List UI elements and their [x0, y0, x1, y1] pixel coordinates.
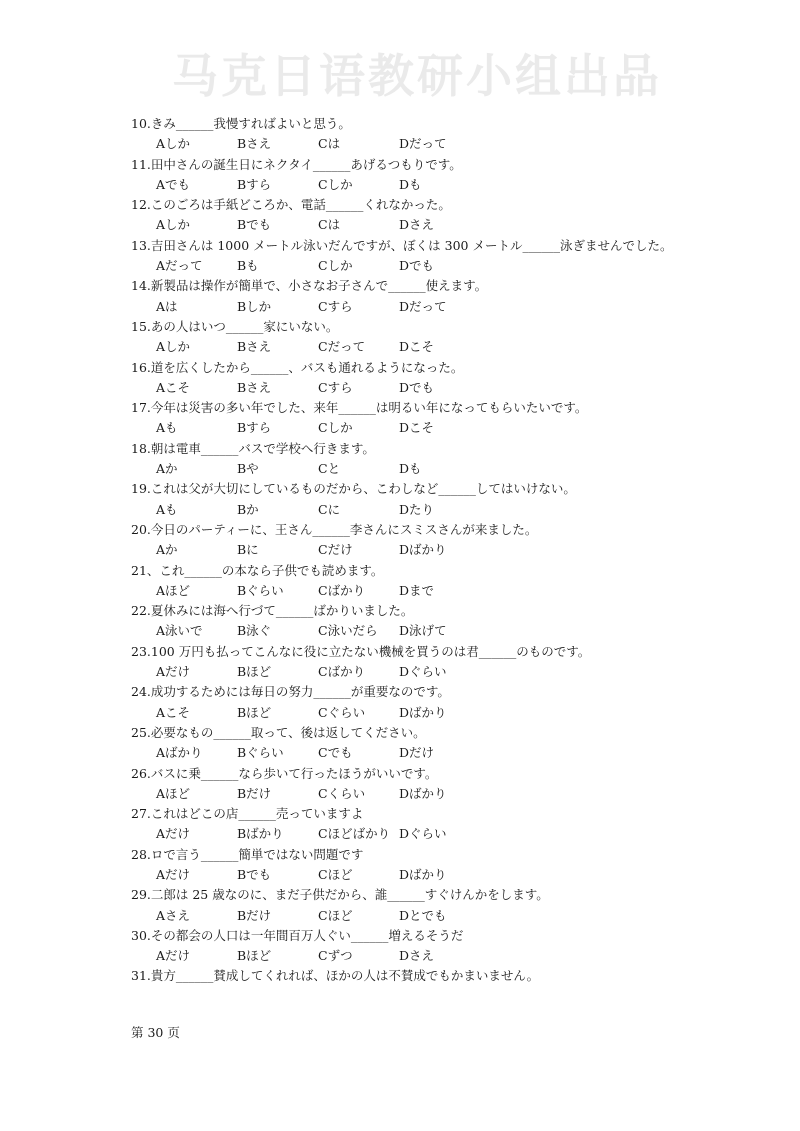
answer-option: Dぐらい — [399, 826, 447, 842]
answer-option: Bだけ — [237, 907, 272, 923]
question-item — [131, 642, 691, 683]
answer-options — [131, 906, 691, 926]
answer-option: Bすら — [237, 176, 272, 192]
answer-option: Dさえ — [399, 217, 435, 233]
question-item — [131, 926, 691, 967]
answer-option: Aしか — [156, 136, 191, 152]
answer-options — [131, 337, 691, 357]
question-text: 17.今年は災害の多い年でした、来年______は明るい年になってもらいたいです。 — [131, 400, 588, 416]
answer-options — [131, 459, 691, 479]
question-item — [131, 723, 691, 764]
answer-option: Bも — [237, 258, 259, 274]
answer-option: Cは — [318, 217, 341, 233]
answer-option: Cでも — [318, 745, 353, 761]
answer-option: Dこそ — [399, 339, 435, 355]
answer-option: Dばかり — [399, 704, 447, 720]
answer-option: D泳げて — [399, 623, 447, 639]
answer-option: Aか — [156, 461, 178, 477]
question-item — [131, 358, 691, 399]
answer-option: Aだけ — [156, 826, 191, 842]
answer-option: Bさえ — [237, 136, 272, 152]
answer-option: Cばかり — [318, 582, 366, 598]
answer-option: Bや — [237, 461, 259, 477]
answer-option: Aほど — [156, 582, 191, 598]
question-text: 24.成功するためには毎日の努力______が重要なのです。 — [131, 684, 450, 700]
answer-option: Dこそ — [399, 420, 435, 436]
answer-option: Cほど — [318, 866, 353, 882]
question-item — [131, 195, 691, 236]
answer-option: Dでも — [399, 379, 435, 395]
question-text: 29.二郎は 25 歳なのに、まだ子供だから、誰______すぐけんかをします。 — [131, 887, 549, 903]
answer-option: A泳いで — [156, 623, 203, 639]
answer-option: Aも — [156, 501, 178, 517]
answer-option: Bさえ — [237, 379, 272, 395]
question-item — [131, 682, 691, 723]
question-text: 28.ロで言う______簡単ではない問題です — [131, 846, 364, 862]
answer-option: Dも — [399, 176, 422, 192]
answer-option: Aばかり — [156, 745, 203, 761]
question-text: 14.新製品は操作が簡単で、小さなお子さんで______使えます。 — [131, 278, 488, 294]
answer-options — [131, 500, 691, 520]
answer-option: B泳ぐ — [237, 623, 272, 639]
answer-option: Cほど — [318, 907, 353, 923]
answer-option: Aだって — [156, 258, 203, 274]
question-text: 25.必要なもの______取って、後は返してください。 — [131, 724, 426, 740]
answer-option: Dだって — [399, 136, 447, 152]
answer-options — [131, 581, 691, 601]
answer-option: Bすら — [237, 420, 272, 436]
answer-option: Aほど — [156, 785, 191, 801]
answer-option: Cは — [318, 136, 341, 152]
answer-options — [131, 175, 691, 195]
question-item — [131, 561, 691, 602]
answer-option: Bぐらい — [237, 582, 284, 598]
answer-option: Cしか — [318, 258, 353, 274]
question-text: 15.あの人はいつ______家にいない。 — [131, 318, 339, 334]
answer-option: Dだけ — [399, 745, 435, 761]
answer-option: Bばかり — [237, 826, 284, 842]
answer-option: Cと — [318, 461, 341, 477]
answer-option: Bほど — [237, 704, 272, 720]
question-text: 11.田中さんの誕生日にネクタイ______あげるつもりです。 — [131, 156, 462, 172]
question-item — [131, 439, 691, 480]
question-text: 20.今日のパーティーに、王さん______李さんにスミスさんが来ました。 — [131, 521, 538, 537]
answer-option: Aだけ — [156, 664, 191, 680]
answer-option: Dぐらい — [399, 664, 447, 680]
answer-option: Aしか — [156, 217, 191, 233]
answer-options — [131, 865, 691, 885]
question-item — [131, 966, 691, 986]
answer-option: Bぐらい — [237, 745, 284, 761]
question-text: 26.バスに乗______なら歩いて行ったほうがいいです。 — [131, 765, 438, 781]
question-text: 31.貴方______賛成してくれれば、ほかの人は不賛成でもかまいません。 — [131, 968, 540, 984]
answer-options — [131, 621, 691, 641]
question-text: 21、これ______の本なら子供でも読めます。 — [131, 562, 384, 578]
question-text: 27.これはどこの店______売っていますよ — [131, 806, 364, 822]
question-item — [131, 764, 691, 805]
answer-option: Aこそ — [156, 704, 191, 720]
answer-option: Aだけ — [156, 948, 191, 964]
answer-options — [131, 297, 691, 317]
answer-option: Dばかり — [399, 866, 447, 882]
answer-options — [131, 256, 691, 276]
answer-options — [131, 662, 691, 682]
answer-option: Dばかり — [399, 542, 447, 558]
answer-option: Dさえ — [399, 948, 435, 964]
answer-option: Cばかり — [318, 664, 366, 680]
answer-option: Aだけ — [156, 866, 191, 882]
question-text: 22.夏休みには海へ行づて______ばかりいました。 — [131, 603, 414, 619]
question-text: 18.朝は電車______バスで学校へ行きます。 — [131, 440, 375, 456]
question-text: 16.道を広くしたから______、バスも通れるようになった。 — [131, 359, 464, 375]
answer-option: Bさえ — [237, 339, 272, 355]
answer-option: Aさえ — [156, 907, 191, 923]
question-text: 12.このごろは手紙どころか、電話______くれなかった。 — [131, 197, 451, 213]
question-item — [131, 236, 691, 277]
answer-option: Aしか — [156, 339, 191, 355]
answer-option: Bに — [237, 542, 259, 558]
question-item — [131, 398, 691, 439]
answer-option: Aでも — [156, 176, 191, 192]
question-item — [131, 845, 691, 886]
answer-option: Dでも — [399, 258, 435, 274]
answer-option: Cすら — [318, 298, 353, 314]
question-item — [131, 276, 691, 317]
question-text: 23.100 万円も払ってこんなに役に立たない機械を買うのは君______のものです。 — [131, 643, 591, 659]
answer-option: Bほど — [237, 664, 272, 680]
question-item — [131, 601, 691, 642]
answer-option: Cぐらい — [318, 704, 366, 720]
question-item — [131, 479, 691, 520]
answer-option: Bほど — [237, 948, 272, 964]
answer-option: Cずつ — [318, 948, 353, 964]
question-list — [131, 114, 691, 987]
answer-option: Cほどばかり — [318, 826, 391, 842]
answer-options — [131, 703, 691, 723]
answer-option: Dも — [399, 461, 422, 477]
answer-options — [131, 784, 691, 804]
answer-option: Bだけ — [237, 785, 272, 801]
question-item — [131, 520, 691, 561]
question-text: 19.これは父が大切にしているものだから、こわしなど______してはいけない。 — [131, 481, 576, 497]
question-item — [131, 114, 691, 155]
answer-options — [131, 134, 691, 154]
question-item — [131, 155, 691, 196]
answer-option: Bでも — [237, 866, 272, 882]
answer-option: Aも — [156, 420, 178, 436]
answer-option: Dまで — [399, 582, 435, 598]
question-text: 10.きみ______我慢すればよいと思う。 — [131, 116, 351, 131]
page-number: 第 30 页 — [131, 1025, 180, 1040]
answer-option: Aは — [156, 298, 178, 314]
answer-option: Bか — [237, 501, 259, 517]
answer-option: Cしか — [318, 176, 353, 192]
answer-options — [131, 378, 691, 398]
answer-options — [131, 418, 691, 438]
answer-option: Bしか — [237, 298, 272, 314]
question-text: 13.吉田さんは 1000 メートル泳いだんですが、ぼくは 300 メートル______泳ぎませんでした。 — [131, 237, 673, 253]
answer-options — [131, 743, 691, 763]
answer-option: Cくらい — [318, 785, 366, 801]
question-item — [131, 317, 691, 358]
answer-option: Dとでも — [399, 907, 447, 923]
question-item — [131, 804, 691, 845]
answer-option: Dたり — [399, 501, 435, 517]
answer-options — [131, 215, 691, 235]
question-item — [131, 885, 691, 926]
watermark-logo: 马克日语教研小组出品 — [172, 49, 662, 103]
answer-option: Cすら — [318, 379, 353, 395]
answer-options — [131, 946, 691, 966]
answer-option: Cだけ — [318, 542, 353, 558]
answer-option: Cだって — [318, 339, 366, 355]
answer-options — [131, 540, 691, 560]
answer-option: Dばかり — [399, 785, 447, 801]
answer-option: Dだって — [399, 298, 447, 314]
answer-option: Bでも — [237, 217, 272, 233]
answer-option: C泳いだら — [318, 623, 378, 639]
answer-option: Aか — [156, 542, 178, 558]
answer-options — [131, 824, 691, 844]
answer-option: Cに — [318, 501, 341, 517]
question-text: 30.その都会の人口は一年間百万人ぐい______増えるそうだ — [131, 927, 464, 943]
answer-option: Aこそ — [156, 379, 191, 395]
answer-option: Cしか — [318, 420, 353, 436]
